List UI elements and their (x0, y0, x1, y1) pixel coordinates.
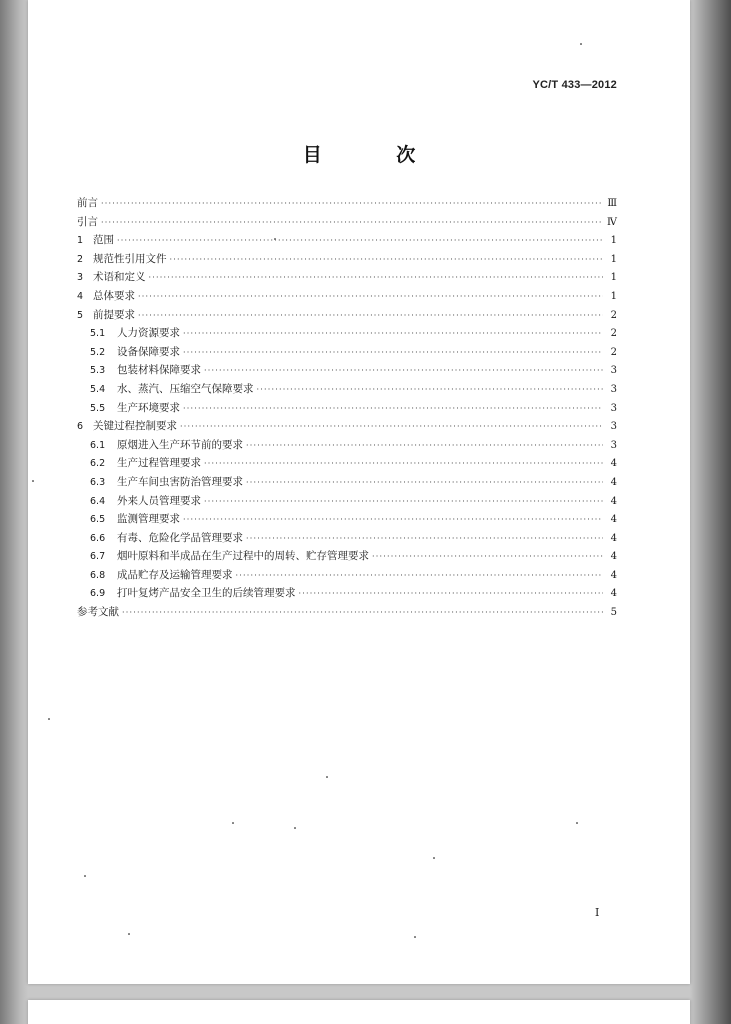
toc-entry-page: 3 (610, 421, 617, 433)
toc-leader-dots (299, 589, 604, 598)
toc-leader-dots (149, 273, 604, 282)
toc-entry-page: 3 (610, 402, 617, 414)
toc-leader-dots (183, 515, 603, 524)
scan-speck (414, 936, 416, 938)
toc-entry-number: 5.3 (90, 365, 106, 377)
toc-entry-label: 烟叶原料和半成品在生产过程中的周转、贮存管理要求 (117, 550, 369, 563)
toc-entry[interactable] (77, 400, 617, 419)
toc-entry[interactable] (77, 307, 617, 326)
toc-entry-page: 2 (610, 346, 617, 358)
toc-entry[interactable] (77, 493, 617, 512)
toc-leader-dots (122, 608, 603, 617)
toc-entry-number: 6.7 (90, 551, 106, 563)
toc-entry-label: 生产环境要求 (117, 401, 180, 414)
toc-entry[interactable] (77, 530, 617, 549)
toc-entry-page: 4 (610, 569, 617, 581)
toc-leader-dots (257, 385, 604, 394)
scan-speck (580, 43, 582, 45)
toc-entry-label: 水、蒸汽、压缩空气保障要求 (117, 382, 254, 395)
toc-entry-number: 1 (77, 235, 84, 247)
toc-entry-number: 5.2 (90, 346, 106, 358)
toc-entry-label: 打叶复烤产品安全卫生的后续管理要求 (117, 587, 296, 600)
toc-leader-dots (204, 459, 603, 468)
toc-entry-number: 6.6 (90, 532, 106, 544)
table-of-contents (77, 195, 617, 623)
toc-entry[interactable] (77, 511, 617, 530)
toc-entry[interactable] (77, 251, 617, 270)
toc-entry-page: 3 (610, 439, 617, 451)
scan-speck (576, 822, 578, 824)
toc-entry-page: 1 (610, 272, 617, 284)
toc-entry-page: Ⅲ (607, 198, 617, 209)
toc-leader-dots (101, 199, 603, 208)
toc-leader-dots (138, 292, 603, 301)
toc-entry-label: 前言 (77, 197, 98, 209)
toc-entry-label: 生产车间虫害防治管理要求 (117, 475, 243, 488)
toc-entry-number: 6.2 (90, 458, 106, 470)
toc-entry-number: 6.1 (90, 439, 106, 451)
toc-entry-label: 成品贮存及运输管理要求 (117, 568, 233, 581)
toc-leader-dots (183, 348, 603, 357)
toc-leader-dots (246, 534, 603, 543)
toc-entry[interactable] (77, 362, 617, 381)
toc-leader-dots (372, 552, 603, 561)
toc-leader-dots (204, 366, 603, 375)
toc-entry-label: 前提要求 (93, 308, 135, 321)
toc-entry-page: 4 (610, 458, 617, 470)
toc-entry[interactable] (77, 585, 617, 604)
toc-entry-label: 设备保障要求 (117, 345, 180, 358)
toc-leader-dots (138, 311, 603, 320)
toc-entry-number: 5.4 (90, 383, 106, 395)
toc-entry[interactable] (77, 437, 617, 456)
toc-entry[interactable] (77, 195, 617, 214)
toc-entry-number: 6.3 (90, 476, 106, 488)
toc-entry-number: 2 (77, 253, 84, 265)
toc-entry-label: 生产过程管理要求 (117, 457, 201, 470)
scan-speck (128, 933, 130, 935)
toc-entry-page: 4 (610, 495, 617, 507)
scan-speck (48, 718, 50, 720)
toc-entry-page: 1 (610, 235, 617, 247)
toc-entry-page: 4 (610, 588, 617, 600)
toc-entry-label: 引言 (77, 215, 98, 228)
toc-entry-page: 1 (610, 290, 617, 302)
toc-entry-label: 范围 (93, 234, 114, 247)
toc-entry-number: 4 (77, 290, 84, 302)
document-page (28, 0, 690, 984)
toc-entry-number: 3 (77, 272, 84, 284)
scan-speck (32, 480, 34, 482)
toc-entry[interactable] (77, 418, 617, 437)
toc-entry[interactable] (77, 567, 617, 586)
toc-leader-dots (101, 218, 603, 227)
toc-entry-label: 人力资源要求 (117, 327, 180, 340)
page-folio: I (595, 906, 600, 919)
toc-entry-page: Ⅳ (607, 216, 617, 228)
toc-entry-label: 原烟进入生产环节前的要求 (117, 438, 243, 451)
toc-leader-dots (236, 571, 604, 580)
toc-entry-page: 3 (610, 365, 617, 377)
toc-entry-label: 规范性引用文件 (93, 252, 167, 265)
toc-entry[interactable] (77, 269, 617, 288)
toc-entry-page: 4 (610, 514, 617, 526)
toc-leader-dots (117, 236, 603, 245)
scan-speck (84, 875, 86, 877)
toc-leader-dots (246, 441, 603, 450)
toc-entry[interactable] (77, 325, 617, 344)
toc-leader-dots (246, 478, 603, 487)
toc-leader-dots (180, 422, 603, 431)
toc-entry-page: 5 (610, 607, 617, 619)
toc-entry-label: 外来人员管理要求 (117, 494, 201, 507)
scan-speck (433, 857, 435, 859)
toc-entry-label: 术语和定义 (93, 271, 146, 284)
toc-heading: 目 次 (302, 144, 450, 166)
toc-entry[interactable] (77, 548, 617, 567)
toc-entry[interactable] (77, 214, 617, 233)
toc-leader-dots (170, 255, 604, 264)
toc-entry[interactable] (77, 474, 617, 493)
toc-entry-label: 包装材料保障要求 (117, 364, 201, 377)
scan-speck (274, 238, 276, 240)
toc-entry-label: 关键过程控制要求 (93, 420, 177, 433)
toc-entry-page: 2 (610, 328, 617, 340)
toc-entry[interactable] (77, 288, 617, 307)
toc-entry-page: 4 (610, 551, 617, 563)
standard-code: YC/T 433—2012 (532, 79, 617, 91)
toc-entry-page: 1 (610, 253, 617, 265)
toc-entry-label: 有毒、危险化学品管理要求 (117, 531, 243, 544)
toc-entry-number: 6.5 (90, 514, 106, 526)
toc-entry-page: 4 (610, 476, 617, 488)
next-page-edge (28, 1000, 690, 1024)
toc-entry-number: 5 (77, 309, 84, 321)
toc-entry-page: 3 (610, 383, 617, 395)
toc-leader-dots (204, 497, 603, 506)
toc-entry-number: 6.9 (90, 588, 106, 600)
toc-entry-number: 5.1 (90, 328, 106, 340)
toc-entry-label: 监测管理要求 (117, 513, 180, 526)
toc-entry-number: 6.4 (90, 495, 106, 507)
toc-entry[interactable] (77, 344, 617, 363)
scan-speck (326, 776, 328, 778)
toc-entry-page: 4 (610, 532, 617, 544)
toc-entry[interactable] (77, 455, 617, 474)
toc-entry[interactable] (77, 232, 617, 251)
toc-entry[interactable] (77, 604, 617, 623)
toc-entry[interactable] (77, 381, 617, 400)
toc-leader-dots (183, 329, 603, 338)
toc-entry-label: 参考文献 (77, 606, 119, 619)
toc-leader-dots (183, 404, 603, 413)
scan-speck (232, 822, 234, 824)
scan-speck (294, 827, 296, 829)
toc-entry-number: 6 (77, 421, 84, 433)
toc-entry-number: 6.8 (90, 569, 106, 581)
toc-entry-label: 总体要求 (93, 289, 135, 302)
toc-entry-number: 5.5 (90, 402, 106, 414)
toc-entry-page: 2 (610, 309, 617, 321)
